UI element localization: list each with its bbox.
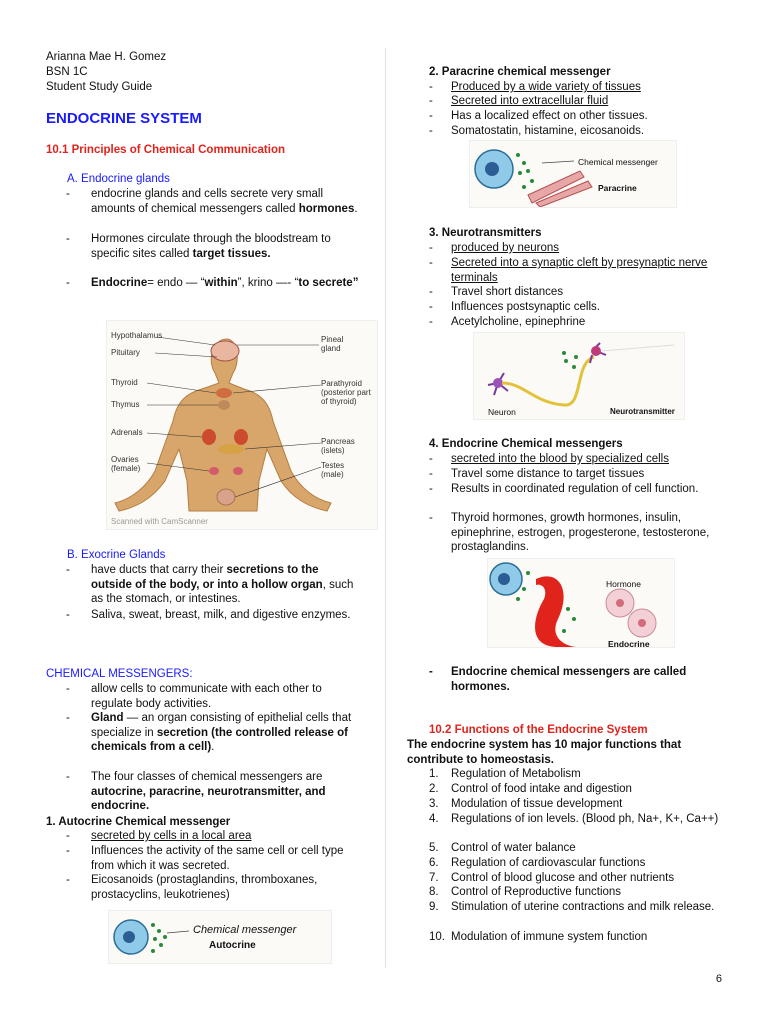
paracrine-figure-label: Chemical messenger [578, 157, 658, 167]
endocrine-illustration [488, 559, 674, 647]
function-number: 5. [429, 842, 439, 854]
neuro-item-3: - Travel short distances [429, 285, 741, 300]
function-text: Control of Reproductive functions [451, 886, 622, 898]
label-pancreas: Pancreas (islets) [321, 437, 355, 455]
neurotransmitters-heading: 3. Neurotransmitters [429, 227, 542, 239]
paracrine-item-1-text: Produced by a wide variety of tissues [451, 81, 641, 93]
endocrine-glands-heading: A. Endocrine glands [67, 173, 170, 185]
page-number: 6 [715, 973, 722, 985]
endocrine-note: - Endocrine chemical messengers are called hormones. [429, 665, 741, 694]
function-item [429, 900, 741, 915]
function-number: 6. [429, 857, 439, 869]
exocrine-item-1: - have ducts that carry their secretions to the outside of the body, or into a hollow organ, such as the stomach, or intestines. [46, 563, 361, 607]
paracrine-figure-title: Paracrine [598, 183, 637, 193]
function-number: 10. [429, 931, 445, 943]
paracrine-item-3: - Has a localized effect on other tissues. [429, 109, 741, 124]
label-thyroid: Thyroid [111, 378, 138, 387]
function-text: Regulation of cardiovascular functions [451, 857, 646, 869]
function-text: Control of food intake and digestion [451, 783, 632, 795]
function-text: Stimulation of uterine contractions and milk release. [451, 901, 715, 913]
endocrine-figure-title: Endocrine [608, 639, 650, 648]
function-item [429, 885, 741, 900]
pancreas-shape [218, 444, 244, 454]
exocrine-glands-heading: B. Exocrine Glands [67, 549, 166, 561]
left-ovary-shape [209, 467, 219, 475]
function-text: Control of blood glucose and other nutrients [451, 872, 675, 884]
function-number: 8. [429, 886, 439, 898]
neuro-item-2 [429, 256, 741, 285]
course: BSN 1C [46, 66, 88, 78]
autocrine-figure-label: Chemical messenger [193, 924, 297, 936]
function-number: 9. [429, 901, 439, 913]
function-text: Modulation of immune system function [451, 931, 648, 943]
label-pituitary: Pituitary [111, 348, 140, 357]
autocrine-figure-title: Autocrine [209, 940, 256, 951]
endocrine-glands-figure [106, 320, 378, 530]
function-item [429, 797, 741, 812]
section-heading-10-2: 10.2 Functions of the Endocrine System [429, 724, 648, 736]
document-type: Student Study Guide [46, 81, 153, 93]
paracrine-illustration [470, 141, 676, 207]
neuro-item-1 [429, 241, 741, 256]
exocrine-item-2: - Saliva, sweat, breast, milk, and digestive enzymes. [46, 608, 361, 623]
label-pineal: Pineal gland [321, 335, 344, 353]
endocrine-messengers-heading: 4. Endocrine Chemical messengers [429, 438, 623, 450]
endo-item-1 [429, 452, 741, 467]
function-item [429, 856, 741, 871]
neuro-item-2-text: Secreted into a synaptic cleft by presynaptic nerve terminals [451, 257, 708, 284]
body-outline [115, 339, 331, 511]
section-heading-10-1: 10.1 Principles of Chemical Communication [46, 144, 286, 156]
function-item [429, 812, 741, 827]
function-number: 2. [429, 783, 439, 795]
chem-item-2: - Gland — an organ consisting of epithelial cells that specialize in secretion (the controlled release of chemicals from a cell). [46, 711, 361, 755]
function-item [429, 767, 741, 782]
function-number: 4. [429, 813, 439, 825]
endocrine-figure-label: Hormone [606, 579, 641, 589]
function-item [429, 841, 741, 856]
function-number: 1. [429, 768, 439, 780]
neuro-item-5: - Acetylcholine, epinephrine [429, 315, 741, 330]
column-divider [385, 48, 386, 968]
paracrine-figure [469, 140, 677, 208]
label-thymus: Thymus [111, 400, 140, 409]
thymus-shape [218, 400, 230, 410]
label-adrenals: Adrenals [111, 428, 143, 437]
autocrine-item-2: - Influences the activity of the same cell or cell type from which it was secreted. [46, 844, 361, 873]
right-adrenal-shape [234, 429, 248, 445]
autocrine-item-1 [46, 829, 361, 844]
paracrine-heading: 2. Paracrine chemical messenger [429, 66, 611, 78]
neurotransmitter-figure-label: Neurotransmitter [610, 407, 675, 416]
page-title: ENDOCRINE SYSTEM [46, 110, 202, 127]
endocrine-item-3: - Endocrine= endo — “within”, krino —- “to secrete” [46, 276, 361, 291]
brain-shape [211, 341, 239, 361]
scanner-watermark: Scanned with CamScanner [111, 517, 208, 526]
neuron-figure-label: Neuron [488, 407, 516, 417]
testes-shape [217, 489, 235, 505]
endocrine-item-2: - Hormones circulate through the bloodstream to specific sites called target tissues. [46, 232, 361, 261]
function-text: Regulations of ion levels. (Blood ph, Na+, K+, Ca++) [451, 813, 719, 825]
function-item [429, 782, 741, 797]
function-text: Regulation of Metabolism [451, 768, 581, 780]
label-testes: Testes (male) [321, 461, 345, 479]
endocrine-figure [487, 558, 675, 648]
autocrine-item-1-text: secreted by cells in a local area [91, 830, 252, 842]
label-parathyroid: Parathyroid (posterior part of thyroid) [321, 379, 371, 406]
chemical-messengers-heading: CHEMICAL MESSENGERS: [46, 668, 193, 680]
label-ovaries: Ovaries (female) [111, 455, 141, 473]
function-number: 7. [429, 872, 439, 884]
functions-intro: The endocrine system has 10 major functions that contribute to homeostasis. [407, 739, 682, 766]
function-item [429, 871, 741, 886]
function-item [429, 930, 741, 945]
paracrine-item-4: - Somatostatin, histamine, eicosanoids. [429, 124, 741, 139]
left-adrenal-shape [202, 429, 216, 445]
paracrine-item-1 [429, 80, 741, 95]
label-hypothalamus: Hypothalamus [111, 331, 163, 340]
neuro-item-1-text: produced by neurons [451, 242, 560, 254]
autocrine-heading: 1. Autocrine Chemical messenger [46, 816, 231, 828]
endo-item-1-text: secreted into the blood by specialized cells [451, 453, 669, 465]
endo-item-4: - Thyroid hormones, growth hormones, insulin, epinephrine, estrogen, progesterone, testosterone, prostaglandins. [429, 511, 741, 555]
function-text: Modulation of tissue development [451, 798, 623, 810]
paracrine-item-2-text: Secreted into extracellular fluid [451, 95, 609, 107]
endocrine-item-1: - endocrine glands and cells secrete very small amounts of chemical messengers called hormones. [46, 187, 361, 216]
autocrine-figure [108, 910, 332, 964]
neurotransmitter-figure [473, 332, 685, 420]
right-ovary-shape [233, 467, 243, 475]
endo-item-3: - Results in coordinated regulation of cell function. [429, 482, 741, 497]
chem-item-3: - The four classes of chemical messengers are autocrine, paracrine, neurotransmitter, and endocrine. [46, 770, 361, 814]
neuro-item-4: - Influences postsynaptic cells. [429, 300, 741, 315]
author-name: Arianna Mae H. Gomez [46, 51, 167, 63]
function-text: Control of water balance [451, 842, 576, 854]
endo-item-2: - Travel some distance to target tissues [429, 467, 741, 482]
chem-item-1: - allow cells to communicate with each other to regulate body activities. [46, 682, 361, 711]
thyroid-shape [216, 388, 232, 398]
autocrine-item-3: - Eicosanoids (prostaglandins, thromboxanes, prostacyclins, leukotrienes) [46, 873, 361, 902]
paracrine-item-2 [429, 94, 741, 109]
function-number: 3. [429, 798, 439, 810]
